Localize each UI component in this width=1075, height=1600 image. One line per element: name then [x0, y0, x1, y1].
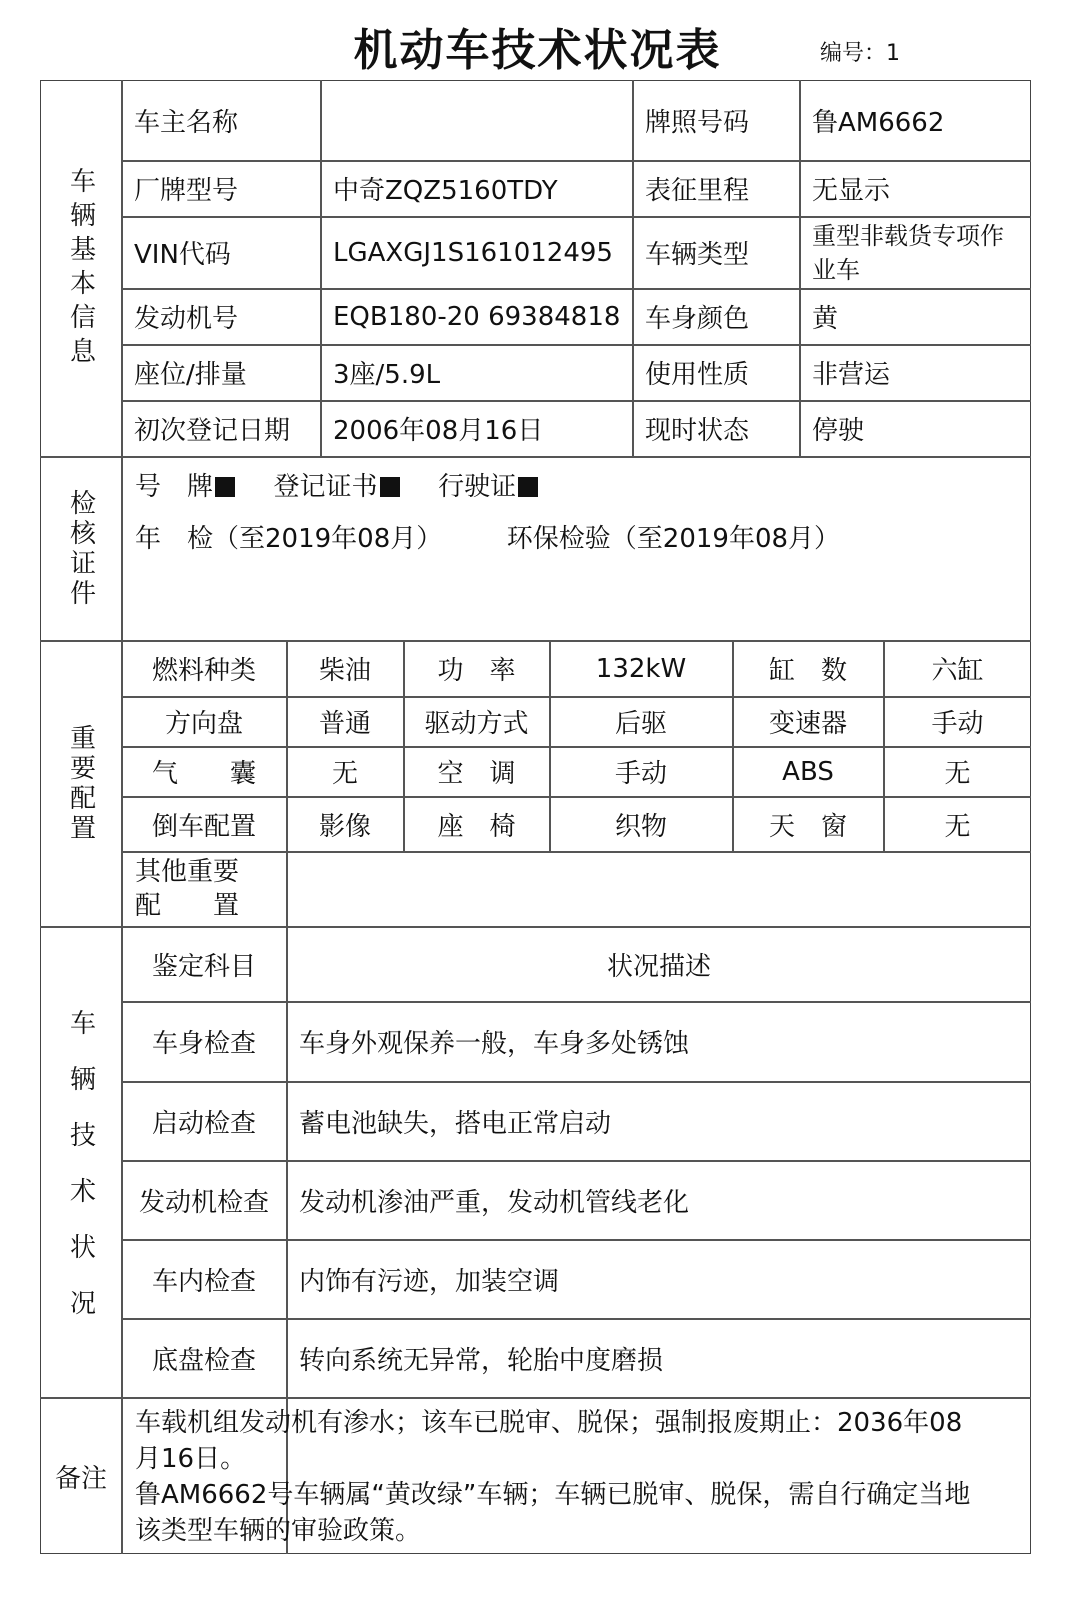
- config-value: 无: [944, 811, 971, 842]
- tech-header-item: 鉴定科目: [151, 951, 256, 982]
- tech-desc: 内饰有污迹，加装空调: [299, 1266, 560, 1297]
- field-value-vehicle-type: 重型非载货专项作业车: [812, 221, 1004, 284]
- field-value-model: 中奇ZQZ5160TDY: [333, 176, 558, 206]
- config-value: 手动: [931, 709, 984, 739]
- config-value: 132kW: [595, 653, 687, 684]
- config-value: 手动: [614, 759, 667, 789]
- config-label: 驱动方式: [424, 709, 529, 739]
- tech-desc: 蓄电池缺失，搭电正常启动: [299, 1108, 612, 1139]
- field-value-engine-no: EQB180-20 69384818: [333, 301, 621, 332]
- remarks-line: 鲁AM6662号车辆属“黄改绿”车辆；车辆已脱审、脱保，需自行确定当地: [135, 1480, 971, 1510]
- field-value-usage: 非营运: [812, 360, 891, 390]
- config-label: 燃料种类: [151, 656, 256, 686]
- remarks-label: 备注: [54, 1463, 107, 1494]
- field-label: 厂牌型号: [134, 176, 239, 206]
- config-label: 气 囊: [151, 759, 256, 789]
- config-other-label: 其他重要 配 置: [135, 857, 240, 921]
- field-label: 车主名称: [134, 107, 239, 138]
- config-label: 方向盘: [164, 709, 243, 739]
- field-label: 表征里程: [645, 176, 750, 206]
- field-label: 车辆类型: [645, 240, 750, 270]
- field-label: 牌照号码: [645, 107, 750, 138]
- tech-desc: 发动机渗油严重，发动机管线老化: [299, 1187, 690, 1218]
- doc-driving-license: 行驶证: [438, 472, 517, 502]
- tech-desc: 转向系统无异常，轮胎中度磨损: [299, 1345, 664, 1376]
- doc-plate: 号 牌: [135, 472, 214, 502]
- config-label: 功 率: [437, 656, 516, 686]
- checked-box-icon: [380, 477, 400, 497]
- document-number: 编号：1: [820, 41, 900, 66]
- config-label: ABS: [782, 756, 834, 787]
- field-value-reg-date: 2006年08月16日: [333, 416, 544, 446]
- tech-item: 发动机检查: [138, 1187, 269, 1218]
- field-value-owner: [321, 80, 632, 160]
- tech-item: 底盘检查: [151, 1345, 256, 1376]
- field-label: VIN代码: [134, 240, 231, 270]
- docs-line-2: [135, 518, 840, 555]
- config-value: 织物: [614, 811, 667, 842]
- field-value-color: 黄: [812, 304, 839, 334]
- field-label: 初次登记日期: [134, 416, 291, 446]
- tech-desc: 车身外观保养一般，车身多处锈蚀: [299, 1029, 690, 1059]
- field-label: 使用性质: [645, 360, 750, 390]
- field-label: 现时状态: [645, 416, 750, 446]
- doc-env-inspection: 环保检验（至2019年08月）: [506, 524, 841, 554]
- config-value: 普通: [318, 709, 371, 739]
- section-label-tech: 车辆技术状况: [65, 1009, 96, 1345]
- section-label-basic: 车辆基本信息: [65, 166, 96, 371]
- field-label: 发动机号: [134, 304, 239, 334]
- field-label: 车身颜色: [645, 304, 750, 334]
- config-label: 变速器: [768, 709, 847, 739]
- remarks-line: 车载机组发动机有渗水；该车已脱审、脱保；强制报废期止：2036年08: [135, 1408, 963, 1438]
- remarks-line: 该类型车辆的审验政策。: [135, 1516, 422, 1546]
- remarks-line: 月16日。: [135, 1444, 247, 1474]
- field-label: 座位/排量: [134, 360, 247, 390]
- checked-box-icon: [215, 477, 235, 497]
- checked-box-icon: [518, 477, 538, 497]
- field-value-vin: LGAXGJ1S161012495: [333, 237, 613, 268]
- field-value-status: 停驶: [812, 416, 865, 446]
- page-title: 机动车技术状况表: [353, 25, 722, 76]
- field-value-mileage: 无显示: [812, 176, 891, 206]
- config-label: 倒车配置: [151, 811, 256, 842]
- config-value: 影像: [318, 811, 371, 842]
- field-value-plate: 鲁AM6662: [812, 107, 945, 138]
- section-label-docs: 检核证件: [65, 488, 96, 609]
- config-label: 空 调: [437, 759, 516, 789]
- config-value: 无: [944, 759, 971, 789]
- config-value: 无: [331, 759, 358, 789]
- config-other-value: [287, 852, 1031, 926]
- config-value: 六缸: [931, 656, 984, 686]
- tech-item: 车内检查: [151, 1266, 256, 1297]
- config-label: 缸 数: [768, 656, 847, 686]
- config-value: 柴油: [318, 656, 371, 686]
- tech-item: 启动检查: [151, 1108, 256, 1139]
- field-value-seats: 3座/5.9L: [333, 360, 441, 390]
- tech-header-desc: 状况描述: [606, 951, 711, 982]
- section-label-config: 重要配置: [65, 724, 96, 844]
- config-value: 后驱: [614, 709, 667, 739]
- doc-annual-inspection: 年 检（至2019年08月）: [135, 524, 443, 554]
- config-label: 天 窗: [768, 811, 847, 842]
- config-label: 座 椅: [437, 811, 516, 842]
- doc-registration: 登记证书: [273, 472, 378, 502]
- tech-item: 车身检查: [151, 1029, 256, 1059]
- docs-line-1: [135, 466, 538, 503]
